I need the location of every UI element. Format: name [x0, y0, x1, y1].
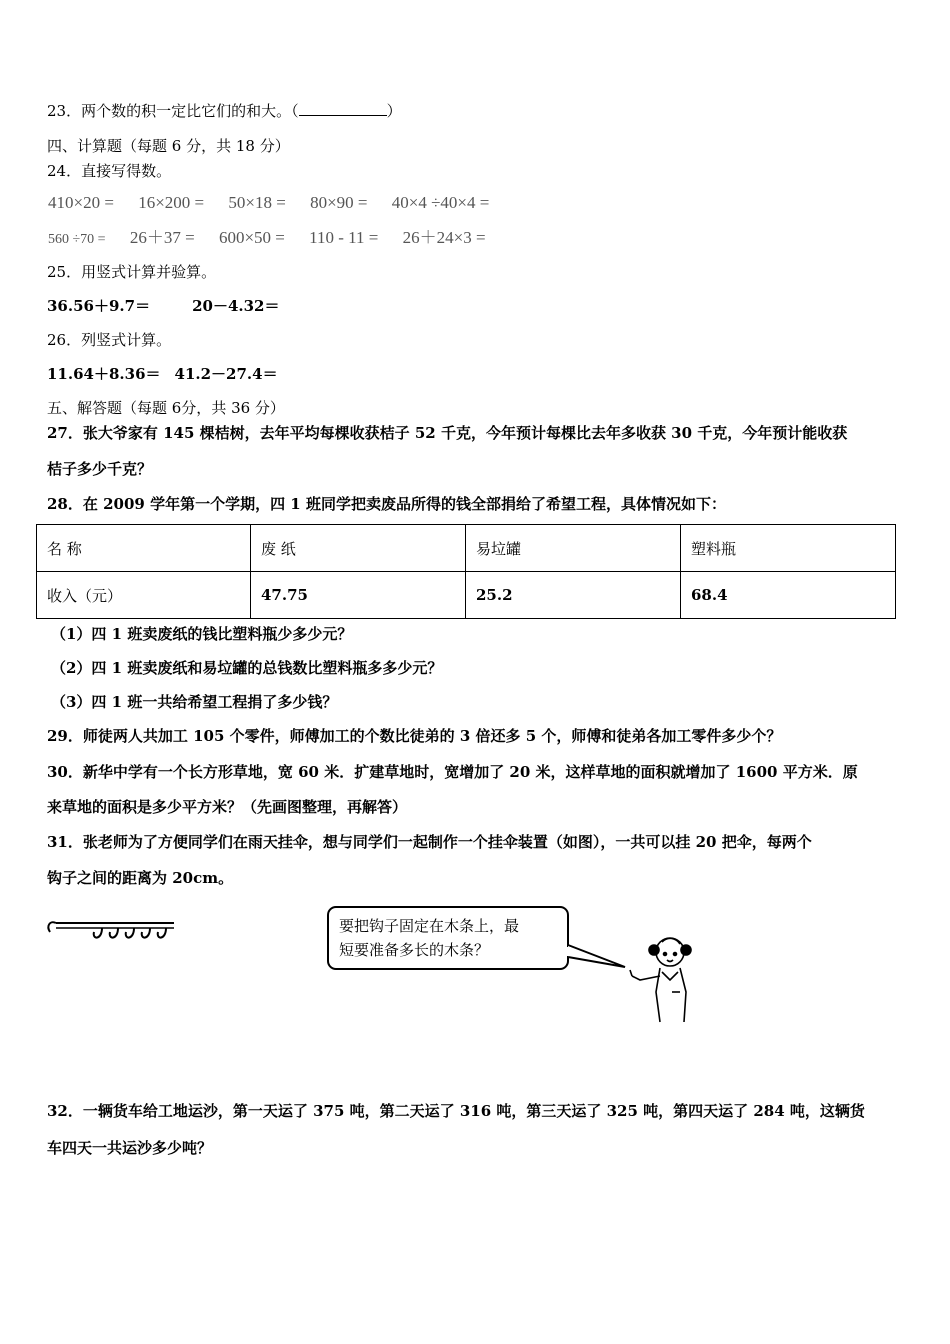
- table-header-cell: 塑料瓶: [681, 525, 896, 572]
- calc-item: 40×4 ÷40×4 =: [391, 193, 490, 212]
- bubble-line-2: 短要准备多长的木条？: [339, 941, 490, 959]
- question-29: 29．师徒两人共加工 105 个零件，师傅加工的个数比徒弟的 3 倍还多 5 个，师傅和徒弟各加工零件多少个？: [47, 727, 782, 745]
- answer-blank[interactable]: [299, 101, 387, 116]
- question-28-title: 28．在 2009 学年第一个学期，四 1 班同学把卖废品所得的钱全部捐给了希望工程，具体情况如下：: [47, 495, 726, 513]
- table-cell: 47.75: [251, 572, 466, 619]
- expr: 41.2－27.4＝: [174, 365, 278, 383]
- calc-item: 560 ÷70 =: [48, 232, 106, 247]
- calc-item: 410×20 =: [48, 193, 114, 212]
- hook-rail-illustration: [44, 914, 184, 948]
- question-31-line-1: 31．张老师为了方便同学们在雨天挂伞，想与同学们一起制作一个挂伞装置（如图），一共可以挂 20 把伞，每两个: [47, 833, 812, 851]
- question-24-title: 24．直接写得数。: [47, 162, 172, 180]
- calc-item: 26＋37 =: [129, 228, 195, 247]
- question-27-line-1: 27．张大爷家有 145 棵桔树，去年平均每棵收获桔子 52 千克，今年预计每棵比去年多收获 30 千克，今年预计能收获: [47, 424, 848, 442]
- bubble-line-1: 要把钩子固定在木条上，最: [339, 917, 520, 935]
- table-cell: 收入（元）: [37, 572, 251, 619]
- table-cell: 25.2: [466, 572, 681, 619]
- teacher-figure: [626, 932, 702, 1024]
- calc-item: 80×90 =: [310, 193, 368, 212]
- question-31-line-2: 钩子之间的距离为 20cm。: [47, 869, 234, 887]
- question-23-text: 23．两个数的积一定比它们的和大。（: [47, 102, 299, 120]
- question-32-line-1: 32．一辆货车给工地运沙，第一天运了 375 吨，第二天运了 316 吨，第三天运了 325 吨，第四天运了 284 吨，这辆货: [47, 1102, 865, 1120]
- question-30-line-1: 30．新华中学有一个长方形草地，宽 60 米．扩建草地时，宽增加了 20 米，这样草地的面积就增加了 1600 平方米．原: [47, 763, 858, 781]
- question-23-close: ）: [386, 102, 402, 120]
- question-26-exprs: [47, 364, 278, 384]
- question-32-line-2: 车四天一共运沙多少吨？: [47, 1139, 213, 1157]
- section-4-heading: 四、计算题（每题 6 分，共 18 分）: [47, 137, 290, 155]
- calc-item: 50×18 =: [228, 193, 286, 212]
- calc-item: 16×200 =: [138, 193, 205, 212]
- question-23: [47, 101, 402, 121]
- calc-item: 26＋24×3 =: [402, 228, 486, 247]
- table-header-row: [37, 525, 896, 572]
- table-cell: 68.4: [681, 572, 896, 619]
- calc-item: 600×50 =: [218, 228, 285, 247]
- question-28-sub-1: （1）四 1 班卖废纸的钱比塑料瓶少多少元？: [51, 625, 353, 643]
- table-row: [37, 572, 896, 619]
- question-25-exprs: [47, 296, 280, 316]
- question-30-line-2: 来草地的面积是多少平方米？（先画图整理，再解答）: [47, 798, 408, 816]
- question-25-title: 25．用竖式计算并验算。: [47, 263, 217, 281]
- question-26-title: 26．列竖式计算。: [47, 331, 172, 349]
- table-header-cell: 废 纸: [251, 525, 466, 572]
- section-5-heading: 五、解答题（每题 6分，共 36 分）: [47, 399, 285, 417]
- calc-row-1: [48, 193, 509, 213]
- question-28-sub-3: （3）四 1 班一共给希望工程捐了多少钱？: [51, 693, 338, 711]
- expr: 36.56＋9.7＝: [47, 297, 151, 315]
- table-header-cell: 名 称: [37, 525, 251, 572]
- expr: 11.64＋8.36＝: [47, 365, 161, 383]
- question-27-line-2: 桔子多少千克？: [47, 460, 153, 478]
- expr: 20－4.32＝: [192, 297, 280, 315]
- speech-bubble-text: [339, 914, 519, 962]
- table-header-cell: 易垃罐: [466, 525, 681, 572]
- calc-item: 110 - 11 =: [309, 228, 379, 247]
- income-table: [36, 524, 896, 619]
- calc-row-2: [48, 228, 506, 250]
- question-28-sub-2: （2）四 1 班卖废纸和易垃罐的总钱数比塑料瓶多多少元？: [51, 659, 443, 677]
